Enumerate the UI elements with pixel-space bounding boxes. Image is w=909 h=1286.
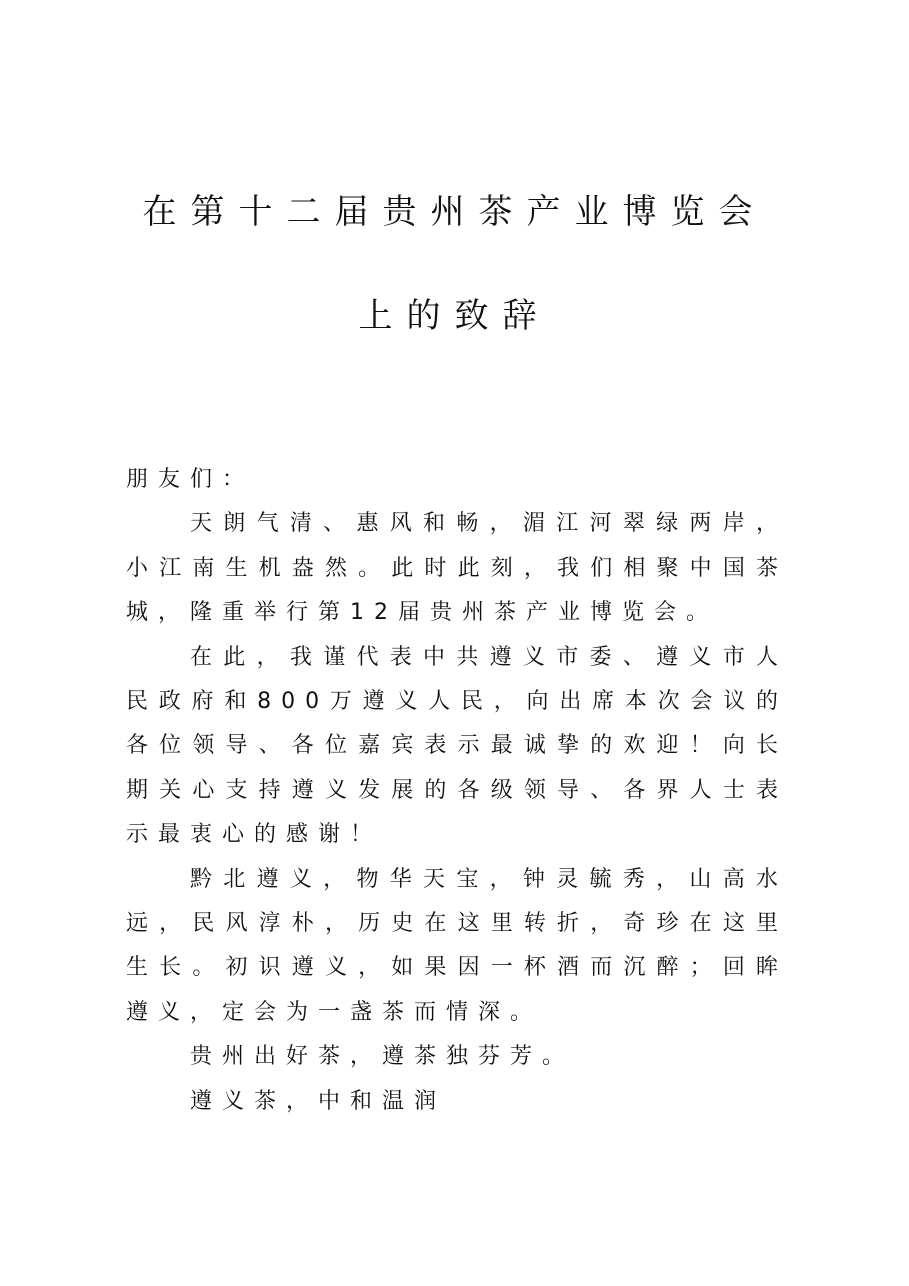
paragraph-3: 黔北遵义，物华天宝，钟灵毓秀，山高水远，民风淳朴，历史在这里转折，奇珍在这里生长。初识遵义，如果因一杯酒而沉醉；回眸遵义，定会为一盏茶而情深。 <box>126 866 788 1025</box>
paragraph-4: 贵州出好茶，遵茶独芬芳。 <box>190 1044 575 1070</box>
paragraph-5: 遵义茶，中和温润 <box>190 1088 447 1114</box>
document-title-line-2: 上的致辞 <box>358 296 551 336</box>
paragraph-1: 天朗气清、惠风和畅，湄江河翠绿两岸，小江南生机盎然。此时此刻，我们相聚中国茶城，隆重举行第12届贵州茶产业博览会。 <box>126 511 788 626</box>
paragraph-2: 在此，我谨代表中共遵义市委、遵义市人民政府和800万遵义人民，向出席本次会议的各位领导、各位嘉宾表示最诚挚的欢迎！向长期关心支持遵义发展的各级领导、各界人士表示最衷心的感谢！ <box>126 644 788 848</box>
salutation: 朋友们： <box>126 467 255 492</box>
document-body <box>126 458 788 1124</box>
document-title-line-1: 在第十二届贵州茶产业博览会 <box>142 192 767 232</box>
